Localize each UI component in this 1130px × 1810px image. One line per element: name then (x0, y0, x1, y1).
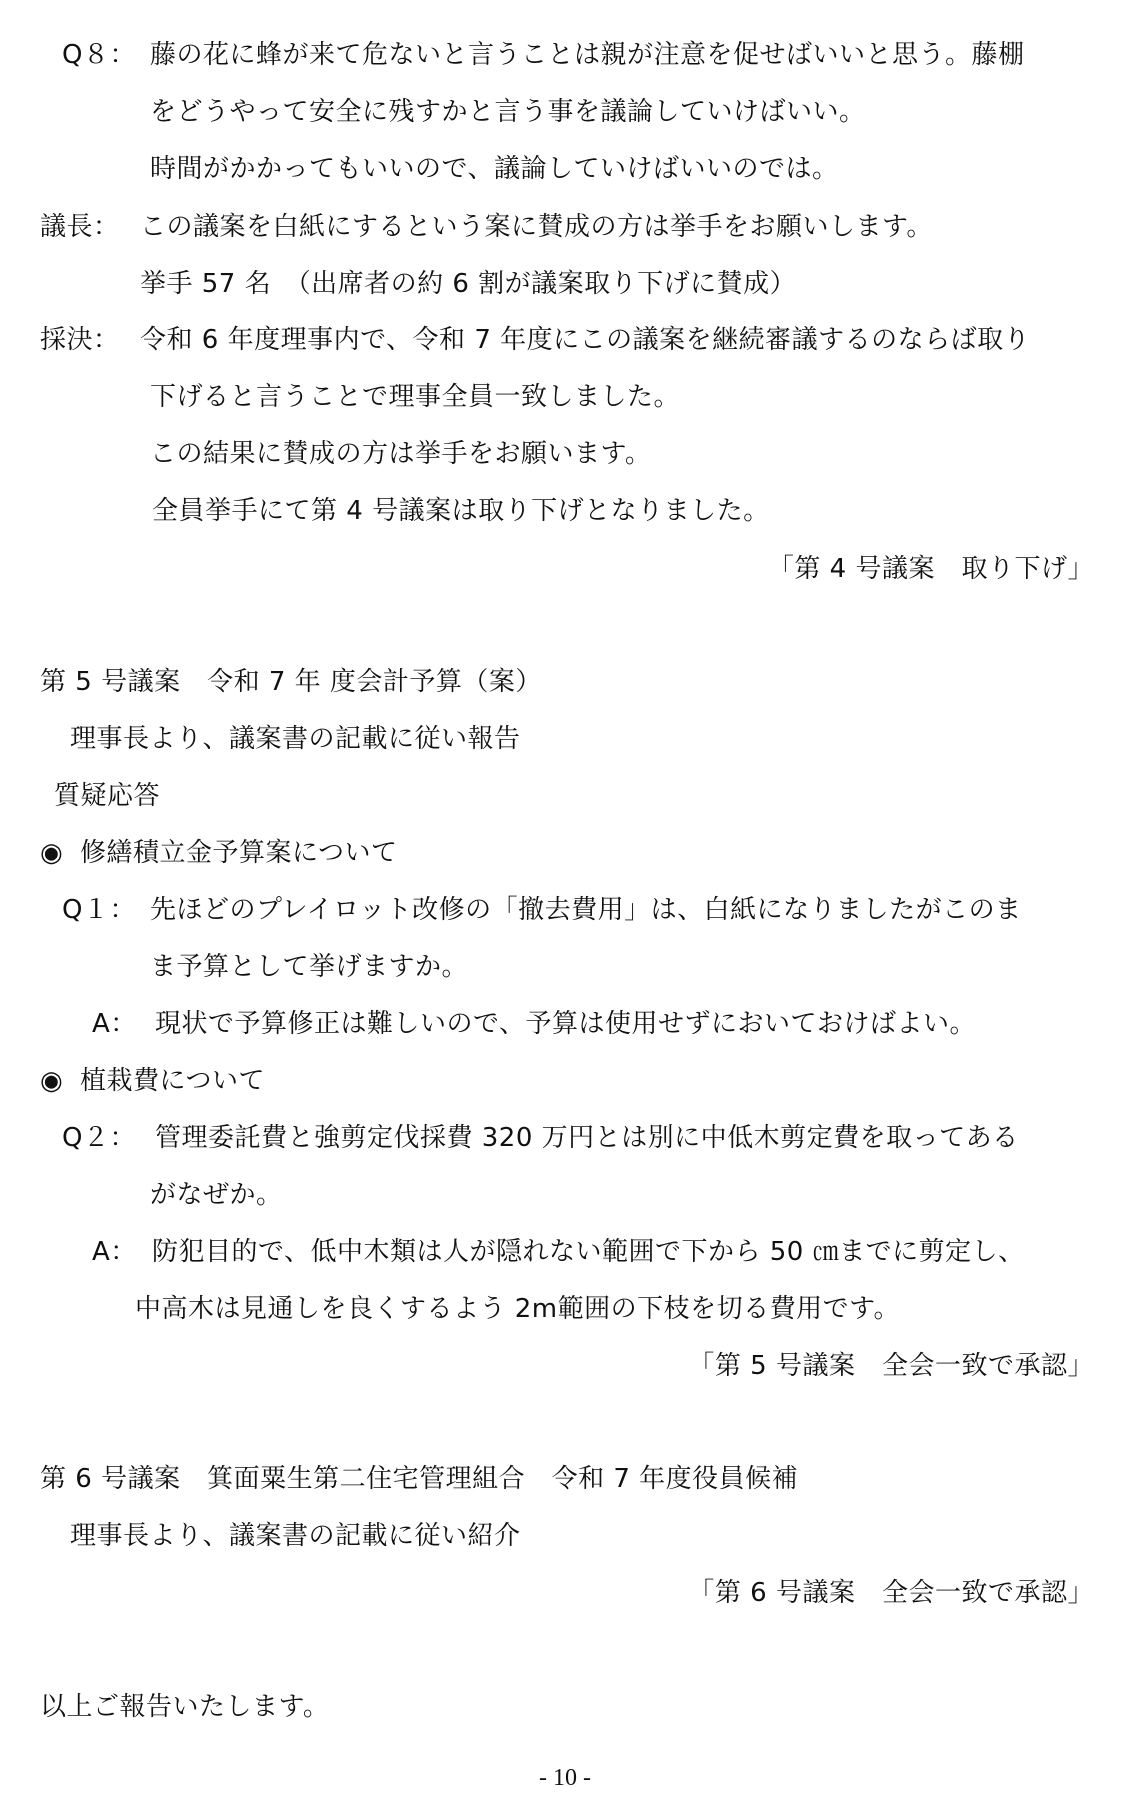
vote-label: 採決： (40, 325, 120, 355)
section-planting-title: 植栽費について (80, 1066, 265, 1096)
bullet-icon: ◉ (40, 838, 64, 868)
bullet-icon: ◉ (40, 1066, 64, 1096)
q2-line-1: 管理委託費と強剪定伐採費 320 万円とは別に中低木剪定費を取ってある (155, 1123, 1019, 1153)
a1-label: A： (92, 1009, 137, 1039)
q2-label: Q２： (62, 1123, 136, 1153)
q8-label: Q８： (62, 40, 136, 70)
chair-label: 議長： (40, 212, 120, 242)
a2-label: A： (92, 1237, 137, 1267)
q2-line-2: がなぜか。 (150, 1180, 283, 1210)
section-repair-fund-title: 修繕積立金予算案について (80, 838, 398, 868)
q1-line-1: 先ほどのプレイロット改修の「撤去費用」は、白紙になりましたがこのま (150, 895, 1022, 925)
qa-heading: 質疑応答 (54, 781, 161, 811)
q8-line-2: をどうやって安全に残すかと言う事を議論していけばいい。 (150, 97, 866, 127)
agenda5-result: 「第 5 号議案 全会一致で承認」 (688, 1351, 1094, 1381)
agenda4-result: 「第 4 号議案 取り下げ」 (767, 554, 1094, 584)
vote-line-4: 全員挙手にて第 4 号議案は取り下げとなりました。 (152, 496, 770, 526)
q8-line-1: 藤の花に蜂が来て危ないと言うことは親が注意を促せばいいと思う。藤棚 (150, 40, 1025, 70)
q8-line-3: 時間がかかってもいいので、議論していけばいいのでは。 (150, 154, 839, 184)
agenda6-report: 理事長より、議案書の記載に従い紹介 (70, 1521, 521, 1551)
vote-line-3: この結果に賛成の方は挙手をお願います。 (150, 439, 652, 469)
show-of-hands: 挙手 57 名 （出席者の約 6 割が議案取り下げに賛成） (140, 269, 797, 299)
a2-line-2: 中高木は見通しを良くするよう 2m範囲の下枝を切る費用です。 (135, 1294, 901, 1324)
agenda5-title: 第 5 号議案 令和 7 年 度会計予算（案） (40, 667, 542, 697)
vote-line-2: 下げると言うことで理事全員一致しました。 (150, 382, 681, 412)
agenda6-title: 第 6 号議案 箕面粟生第二住宅管理組合 令和 7 年度役員候補 (40, 1464, 799, 1494)
agenda6-result: 「第 6 号議案 全会一致で承認」 (688, 1578, 1094, 1608)
page-number: - 10 - (539, 1765, 591, 1791)
vote-line-1: 令和 6 年度理事内で、令和 7 年度にこの議案を継続審議するのならば取り (140, 325, 1031, 355)
q1-line-2: ま予算として挙げますか。 (150, 952, 469, 982)
chair-text: この議案を白紙にするという案に賛成の方は挙手をお願いします。 (140, 212, 933, 242)
a2-line-1: 防犯目的で、低中木類は人が隠れない範囲で下から 50 ㎝までに剪定し、 (152, 1237, 1025, 1267)
q1-label: Q１： (62, 895, 136, 925)
agenda5-report: 理事長より、議案書の記載に従い報告 (70, 724, 521, 754)
closing-text: 以上ご報告いたします。 (40, 1692, 330, 1722)
a1-text: 現状で予算修正は難しいので、予算は使用せずにおいておけばよい。 (155, 1009, 976, 1039)
